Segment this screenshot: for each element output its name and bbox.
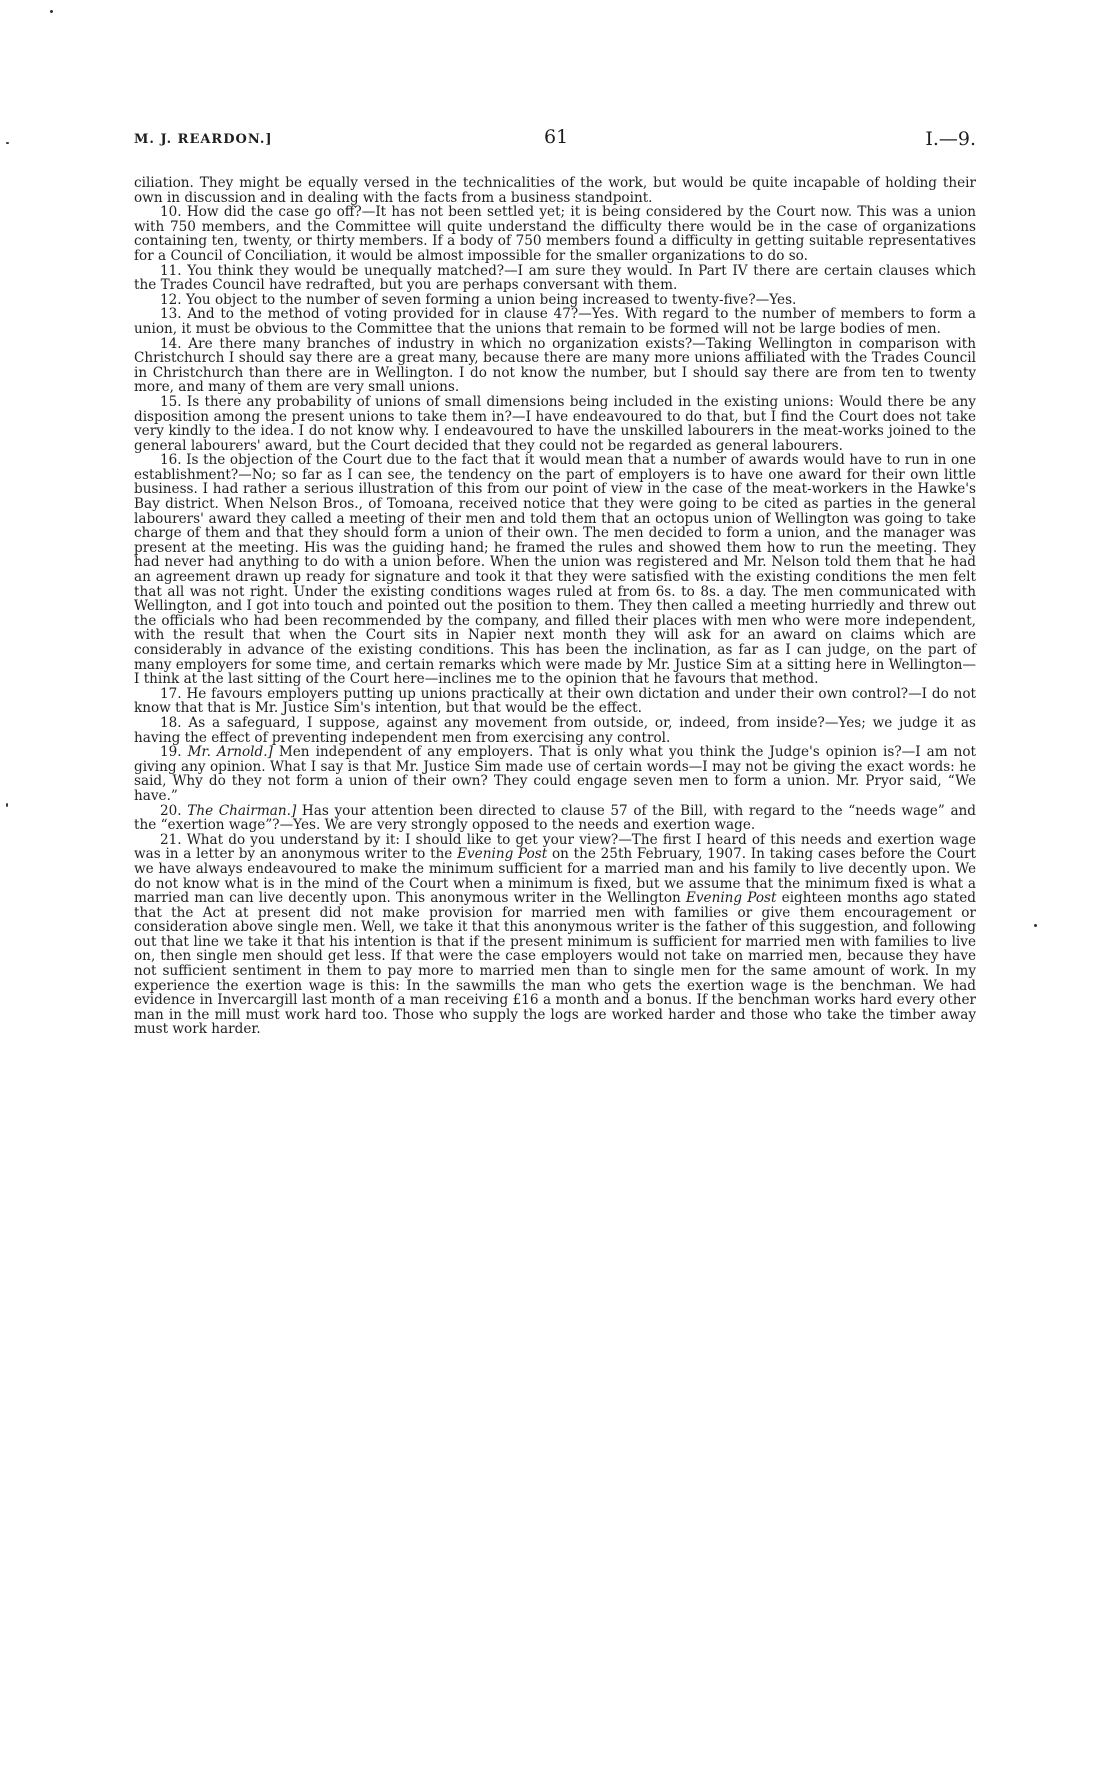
paragraph-q13: 13. And to the method of voting provided for in clause 47?—Yes. With regard to the number of members to form a union, it must be obvious to the Committee that the unions that remain to be formed will not be large bodies of men.: [134, 306, 976, 337]
paragraph-text: eighteen months ago stated that the Act at present did not make provision for married men with families or give them encouragement or consideration above single men. Well, we take it that this anonymous writer is the father of this suggestion, and following out that line we take it that his intention is that if the present minimum is sufficient for married men with families to live on, then single men should get less. If that were the case employers would not take on married men, because they have not sufficient sentiment in them to pay more to married men than to single men for the same amount of work. In my experience the exertion wage is this: In the sawmills the man who gets the exertion wage is the benchman. We had evidence in Invercargill last month of a man receiving £16 a month and a bonus. If the benchman works hard every other man in the mill must work hard too. Those who supply the logs are worked harder and those who take the timber away must work harder.: [134, 890, 976, 1038]
speaker-label: Mr. Arnold.]: [187, 744, 273, 761]
question-number: 20.: [160, 802, 182, 819]
speaker-label: The Chairman.]: [187, 802, 297, 819]
paragraph-q21: [134, 833, 976, 1037]
paragraph-q10: 10. How did the case go off?—It has not been settled yet; it is being considered by the Court now. This was a union with 750 members, and the Committee will quite understand the difficulty there would be in the case of organizations containing ten, twenty, or thirty members. If a body of 750 members found a difficulty in getting suitable representatives for a Council of Conciliation, it would be almost impossible for the smaller organizations to do so.: [134, 204, 976, 264]
paragraph-q19: [134, 745, 976, 803]
newspaper-title: Evening Post: [457, 846, 548, 863]
paragraph-q12: 12. You object to the number of seven forming a union being increased to twenty-five?—Yes.: [160, 291, 797, 308]
paper-reference: I.—9.: [925, 128, 976, 150]
paragraph-q11: 11. You think they would be unequally matched?—I am sure they would. In Part IV there are certain clauses which the Trades Council have redrafted, but you are perhaps conversant with them.: [134, 262, 976, 294]
question-number: 19.: [160, 744, 182, 761]
page-header: [134, 126, 976, 154]
paragraph-text: Men independent of any employers. That is only what you think the Judge's opinion is?—I am not giving any opinion. What I say is that Mr. Justice Sim made use of certain words—I may not be giving the exact words: he said, Why do they not form a union of their own? They could engage seven men to form a union. Mr. Pryor said, “We have.”: [134, 744, 977, 804]
document-body: [134, 176, 976, 1037]
paragraph-q16: 16. Is the objection of the Court due to the fact that it would mean that a number of awards would have to run in one establishment?—No; so far as I can see, the tendency on the part of employers is to have one award for their own little business. I had rather a serious illustration of this from our point of view in the case of the meat-workers in the Hawke's Bay district. When Nelson Bros., of Tomoana, received notice that they were going to be cited as parties in the general labourers' award they called a meeting of their men and told them that an octopus union of Wellington was going to take charge of them and that they should form a union of their own. The men decided to form a union, and the manager was present at the meeting. His was the guiding hand; he framed the rules and showed them how to run the meeting. They had never had anything to do with a union before. When the union was registered and Mr. Nelson told them that he had an agreement drawn up ready for signature and took it that they were satisfied with the existing conditions the men felt that all was not right. Under the existing conditions wages ruled at from 6s. to 8s. a day. The men communicated with Wellington, and I got into touch and pointed out the position to them. They then called a meeting hurriedly and threw out the officials who had been recommended by the company, and filled their places with men who were more independent, with the result that when the Court sits in Napier next month they will ask for an award on claims which are considerably in advance of the existing conditions. This has been the inclination, as far as I can judge, on the part of many employers for some time, and certain remarks which were made by Mr. Justice Sim at a sitting here in Wellington—I think at the last sitting of the Court here—inclines me to the opinion that he favours that method.: [134, 452, 976, 688]
scan-speck: [1034, 924, 1037, 927]
page-number: 61: [544, 126, 569, 148]
paragraph-q20: [134, 804, 976, 833]
paragraph-continuation: ciliation. They might be equally versed in the technicalities of the work, but would be quite incapable of holding their own in discussion and in dealing with the facts from a business standpoint.: [134, 175, 976, 206]
scan-speck: [6, 803, 8, 807]
paragraph-q17: 17. He favours employers putting up unions practically at their own dictation and under their own control?—I do not know that that is Mr. Justice Sim's intention, but that would be the effect.: [134, 685, 976, 717]
paragraph-text: 21. What do you understand by it: I should like to get your view?—The first I heard of this needs and exertion wage was in a letter by an anonymous writer to the: [134, 831, 976, 863]
header-witness-name: M. J. REARDON.]: [134, 132, 273, 147]
paragraph-q14: 14. Are there many branches of industry in which no organization exists?—Taking Wellington in comparison with Christchurch I should say there are a great many, because there are many more unions affiliated with the Trades Council in Christchurch than there are in Wellington. I do not know the number, but I should say there are from ten to twenty more, and many of them are very small unions.: [134, 335, 976, 396]
scan-speck: [6, 142, 9, 144]
scan-speck: [50, 10, 53, 13]
paragraph-text: on the 25th February, 1907. In taking cases before the Court we have always endeavoured to make the minimum sufficient for a married man and his family to live decently upon. We do not know what is in the mind of the Court when a minimum is fixed, but we assume that the minimum fixed is what a married man can live decently upon. This anonymous writer in the Wellington: [134, 846, 976, 907]
paragraph-q15: 15. Is there any probability of unions of small dimensions being included in the existing unions: Would there be any disposition among the present unions to take them in?—I have endeavoured to do that, but I find the Court does not take very kindly to the idea. I do not know why. I endeavoured to have the unskilled labourers in the meat-works joined to the general labourers' award, but the Court decided that they could not be regarded as general labourers.: [134, 393, 976, 454]
newspaper-title: Evening Post: [685, 890, 777, 907]
paragraph-q18: 18. As a safeguard, I suppose, against any movement from outside, or, indeed, from inside?—Yes; we judge it as having the effect of preventing independent men from exercising any control.: [134, 714, 976, 746]
paragraph-text: Has your attention been directed to clause 57 of the Bill, with regard to the “needs wage” and the “exertion wage”?—Yes. We are very strongly opposed to the needs and exertion wage.: [134, 802, 976, 834]
